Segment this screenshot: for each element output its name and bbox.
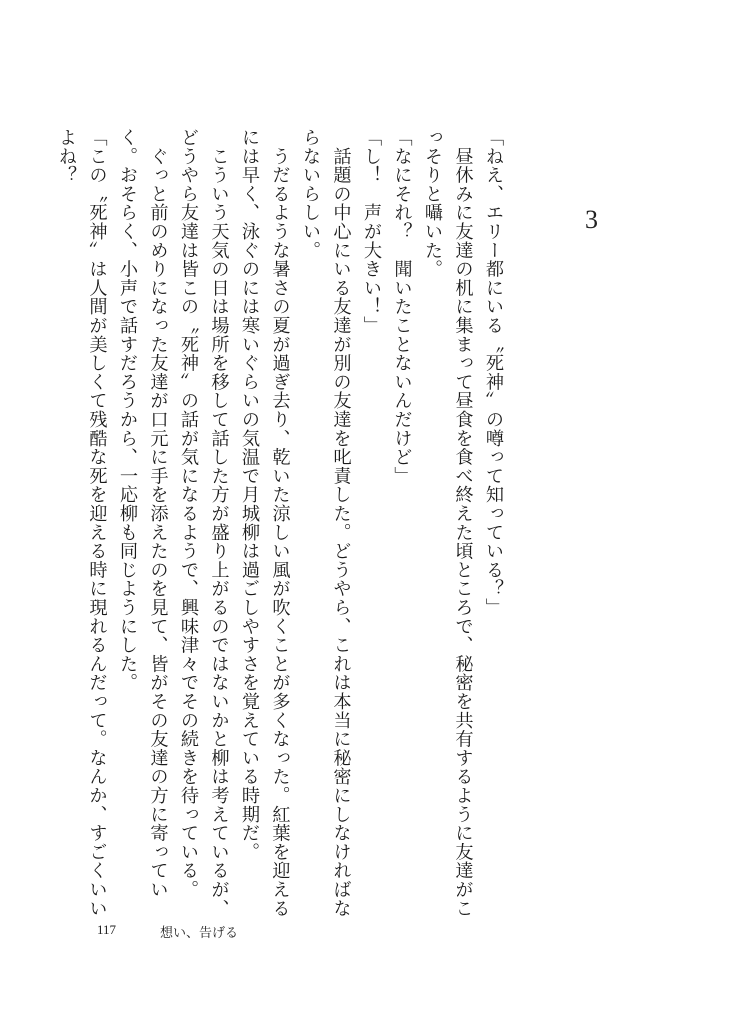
paragraph: 話題の中心にいる友達が別の友達を叱責した。どうやら、これは本当に秘密にしなければならないらしい。 <box>300 128 352 918</box>
paragraph: 「この〝死神〟は人間が美しくて残酷な死を迎える時に現れるんだって。なんか、すごくいいよね？ <box>56 128 108 918</box>
paragraph: ぐっと前のめりになった友達が口元に手を添えたのを見て、皆がその友達の方に寄っていく。おそらく、小声で話すだろうから、一応柳も同じようにした。 <box>117 128 169 899</box>
paragraph: こういう天気の日は場所を移して話した方が盛り上がるのではないかと柳は考えているが、どうやら友達は皆この〝死神〟の話が気になるようで、興味津々でその続きを待っている。 <box>178 128 230 918</box>
chapter-number: 3 <box>585 205 598 234</box>
paragraph: 昼休みに友達の机に集まって昼食を食べ終えた頃ところで、秘密を共有するように友達がこっそりと囁いた。 <box>422 128 474 918</box>
page-number: 117 <box>97 922 117 937</box>
paragraph: 「し！ 声が大きい！」 <box>361 128 382 335</box>
running-title: 想い、告げる <box>160 926 239 941</box>
body-text <box>48 128 508 918</box>
paragraph: 「ねえ、エリー都にいる〝死神〟の噂って知っている？」 <box>483 128 504 617</box>
paragraph: うだるような暑さの夏が過ぎ去り、乾いた涼しい風が吹くことが多くなった。紅葉を迎えるには早く、泳ぐのには寒いぐらいの気温で月城柳は過ごしやすさを覚えている時期だ。 <box>239 128 291 918</box>
paragraph: 「なにそれ？ 聞いたことないんだけど」 <box>391 128 413 486</box>
